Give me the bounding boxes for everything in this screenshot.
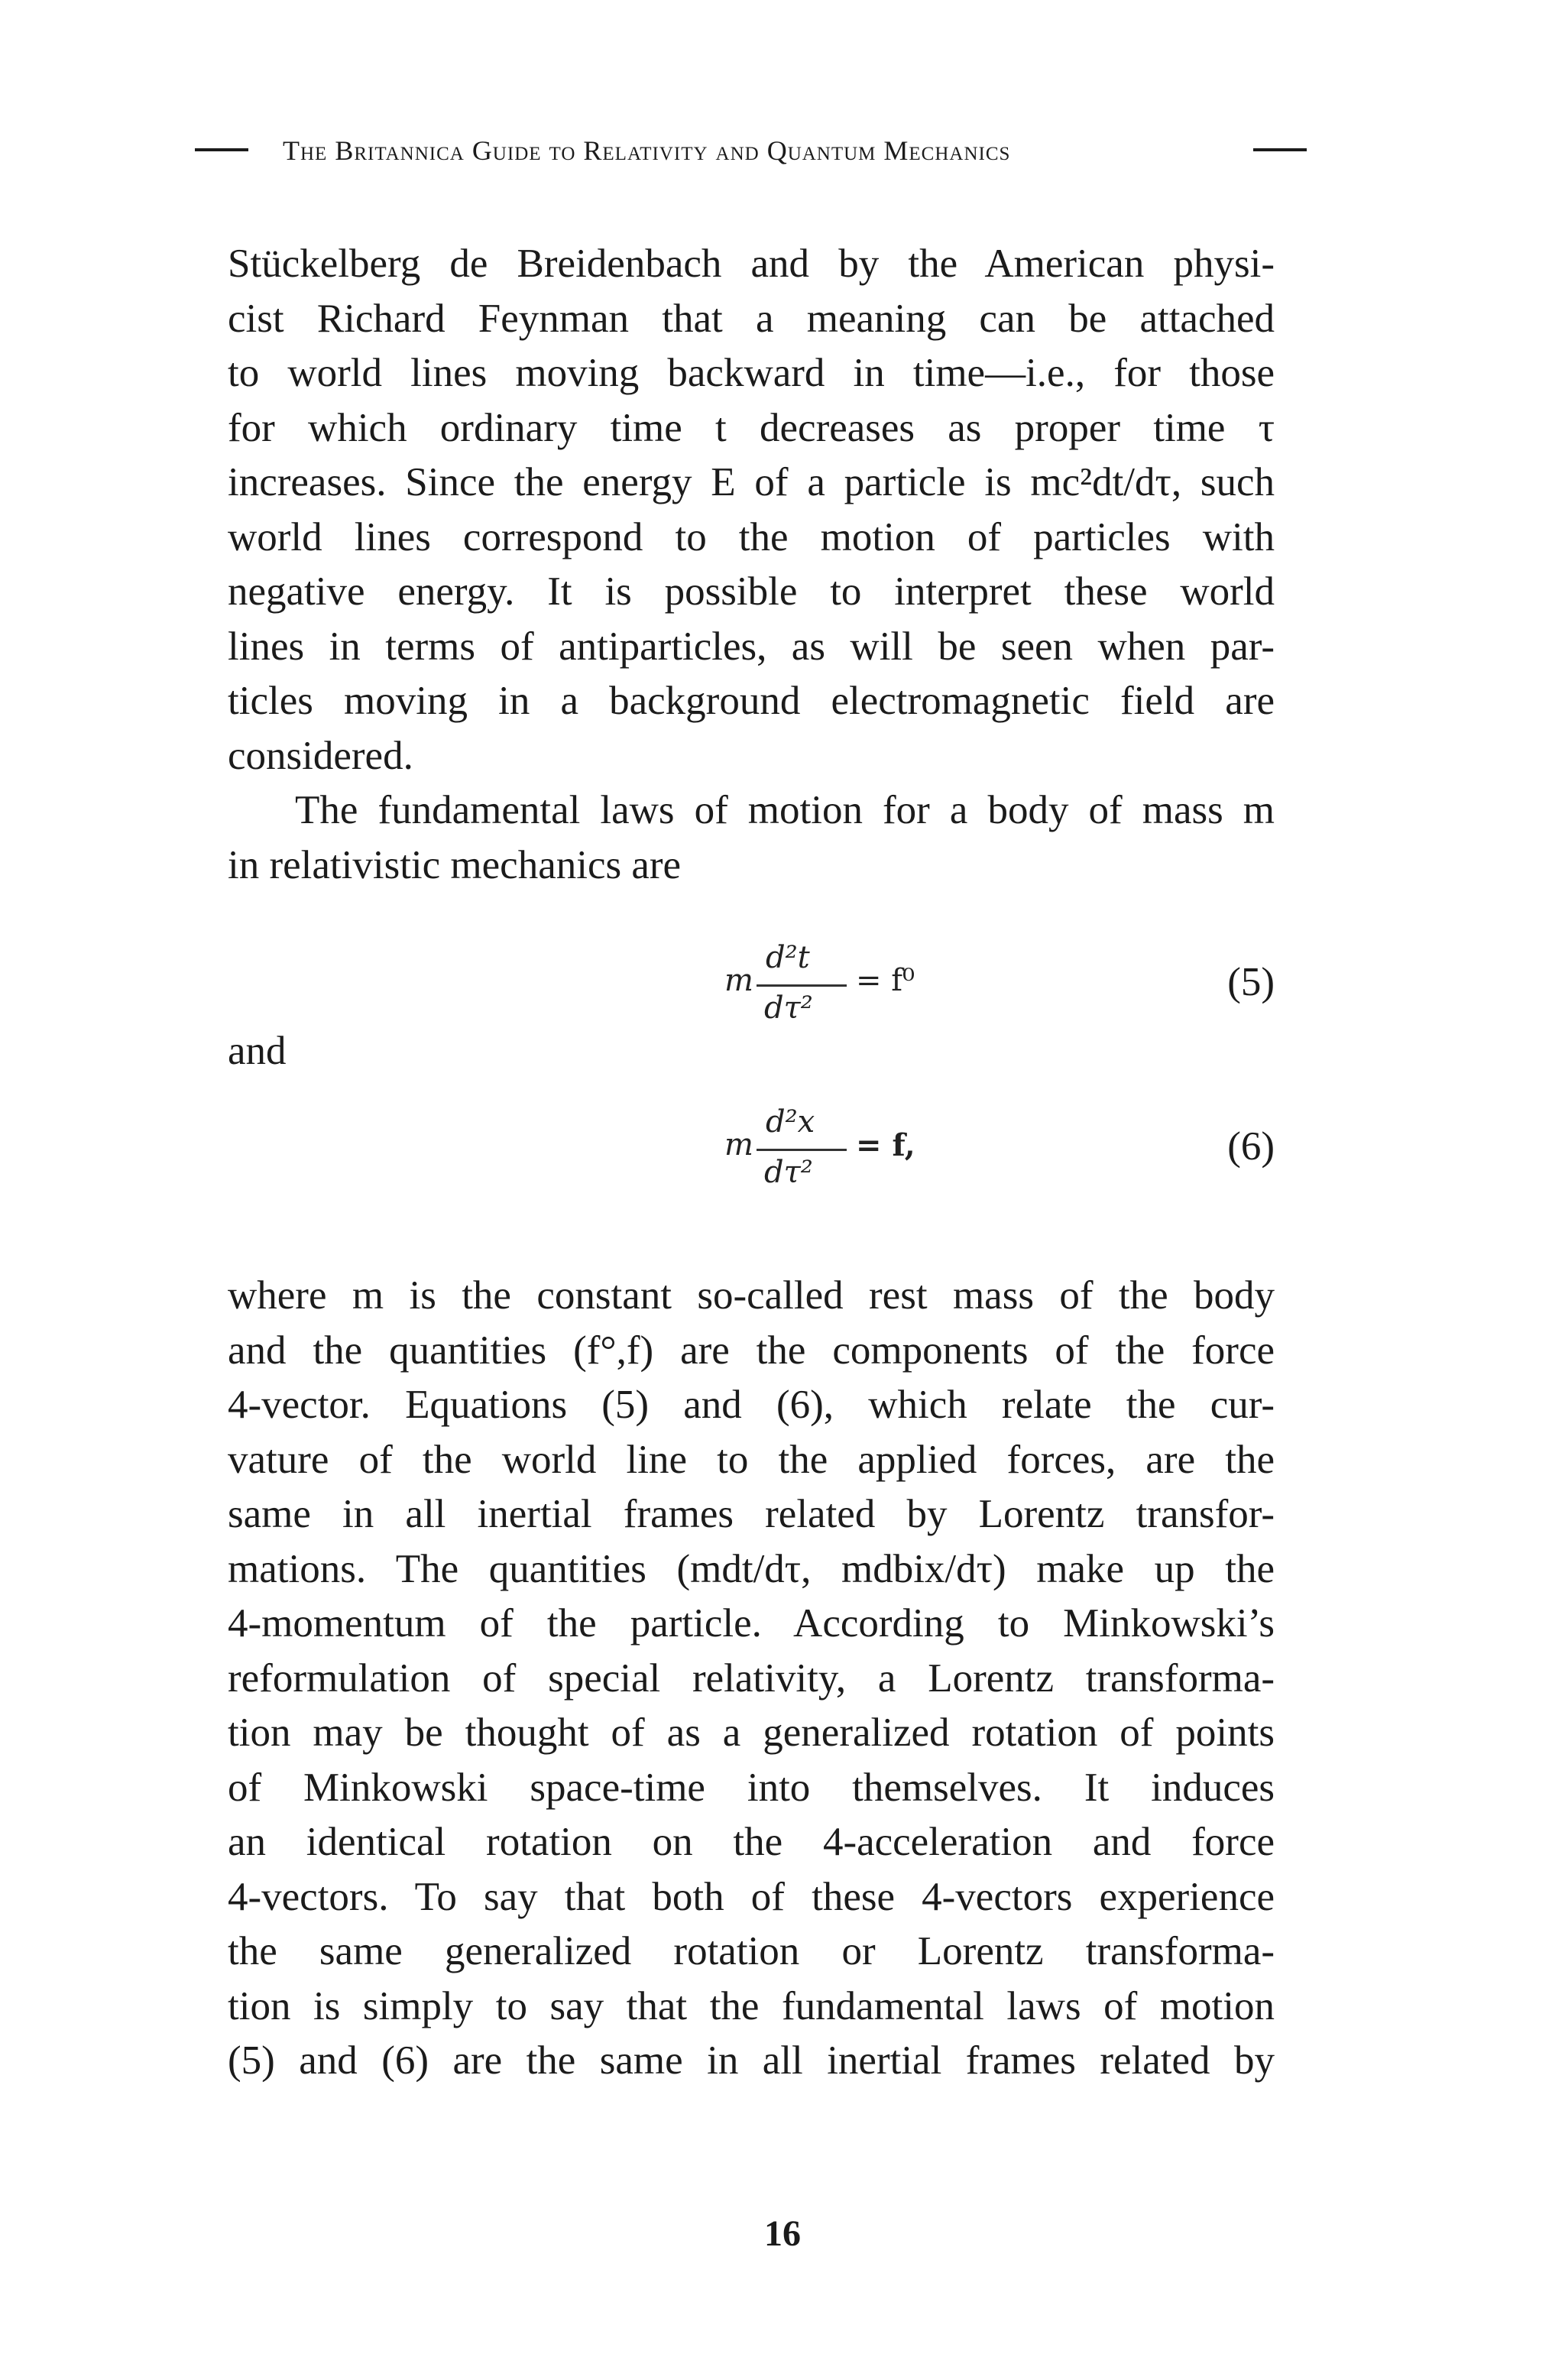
equation-number-5: (5) bbox=[1227, 960, 1275, 1004]
text-line: same in all inertial frames related by Lorentz transfor- bbox=[228, 1492, 1275, 1536]
body-text-bottom bbox=[228, 1269, 1275, 2089]
text-line: 4-vectors. To say that both of these 4-vectors experience bbox=[228, 1874, 1275, 1919]
text-line: tion may be thought of as a generalized rotation of points bbox=[228, 1710, 1275, 1755]
text-line: of Minkowski space-time into themselves. It induces bbox=[228, 1765, 1275, 1810]
text-line: negative energy. It is possible to interpret these world bbox=[228, 569, 1275, 614]
text-line: cist Richard Feynman that a meaning can be attached bbox=[228, 296, 1275, 341]
text-line: the same generalized rotation or Lorentz transforma- bbox=[228, 1929, 1275, 1973]
equation-5 bbox=[711, 940, 915, 1055]
page-number: 16 bbox=[764, 2213, 801, 2254]
paragraph-3 bbox=[228, 1269, 1275, 2089]
fraction-bar bbox=[757, 984, 847, 987]
eq-numerator: d²t bbox=[766, 940, 810, 975]
body-text-top bbox=[228, 237, 1275, 893]
eq-rhs: = f⁰ bbox=[856, 963, 915, 998]
text-line: where m is the constant so-called rest mass of the body bbox=[228, 1273, 1275, 1318]
text-line: for which ordinary time t decreases as proper time τ bbox=[228, 405, 1275, 450]
text-line: an identical rotation on the 4-acceleration and force bbox=[228, 1820, 1275, 1864]
eq-numerator: d²x bbox=[766, 1104, 815, 1140]
text-line: in relativistic mechanics are bbox=[228, 842, 682, 887]
text-line: considered. bbox=[228, 733, 413, 778]
text-line: lines in terms of antiparticles, as will be seen when par- bbox=[228, 624, 1275, 669]
paragraph-2 bbox=[228, 783, 1275, 893]
equation-number-6: (6) bbox=[1227, 1124, 1275, 1169]
eq-mass-symbol: m bbox=[724, 963, 753, 998]
text-line: tion is simply to say that the fundamental laws of motion bbox=[228, 1983, 1275, 2028]
text-line: world lines correspond to the motion of particles with bbox=[228, 514, 1275, 559]
text-line: vature of the world line to the applied forces, are the bbox=[228, 1437, 1275, 1482]
eq-rhs: = f, bbox=[856, 1127, 915, 1163]
text-line: 4-vector. Equations (5) and (6), which relate the cur- bbox=[228, 1383, 1275, 1427]
text-line: ticles moving in a background electromagnetic field are bbox=[228, 679, 1275, 723]
header-rule-right bbox=[1253, 148, 1307, 151]
and-label: and bbox=[228, 1029, 287, 1073]
running-header bbox=[0, 122, 1565, 183]
eq-mass-symbol: m bbox=[724, 1127, 753, 1162]
text-line: The fundamental laws of motion for a body of mass m bbox=[295, 788, 1275, 832]
text-line: reformulation of special relativity, a Lorentz transforma- bbox=[228, 1655, 1275, 1701]
text-line: increases. Since the energy E of a particle is mc²dt/dτ, such bbox=[228, 460, 1275, 504]
text-line: and the quantities (f°,f) are the components of the force bbox=[228, 1328, 1275, 1373]
paragraph-1 bbox=[228, 237, 1275, 783]
text-line: 4-momentum of the particle. According to Minkowski’s bbox=[228, 1601, 1275, 1646]
text-line: (5) and (6) are the same in all inertial frames related by bbox=[228, 2038, 1275, 2083]
eq-denominator: dτ² bbox=[764, 1155, 813, 1190]
running-title: The Britannica Guide to Relativity and Quantum Mechanics bbox=[283, 135, 1011, 166]
text-line: to world lines moving backward in time—i.e., for those bbox=[228, 351, 1275, 395]
fraction-bar bbox=[757, 1149, 847, 1151]
text-line: mations. The quantities (mdt/dτ, mdbix/dτ) make up the bbox=[228, 1546, 1275, 1591]
header-rule-left bbox=[195, 148, 248, 151]
eq-denominator: dτ² bbox=[764, 991, 813, 1026]
equation-6 bbox=[711, 1104, 915, 1219]
text-line: Stückelberg de Breidenbach and by the American physi- bbox=[228, 242, 1275, 286]
